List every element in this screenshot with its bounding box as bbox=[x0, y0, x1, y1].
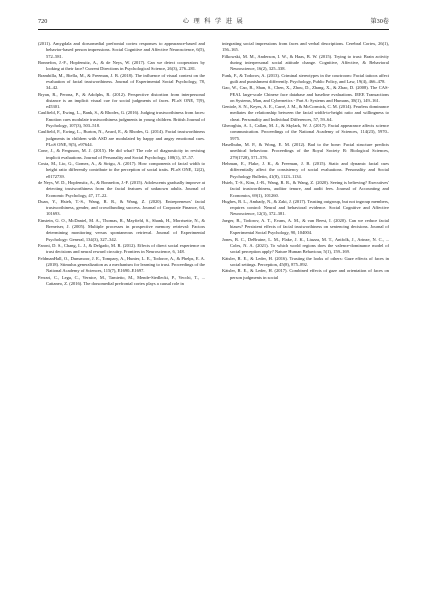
reference-entry: Costa, M., Lio, G., Gomez, A., & Sirigu, A. (2017). How components of facial width to height ratio differently contribute to the perception of social traits. PLoS ONE, 12(2), e0172739. bbox=[38, 160, 205, 179]
references-right-column bbox=[222, 41, 389, 281]
reference-entry: Kätsler, R. E., & Leder, H. (2017). Combined effects of gaze and orientation of faces on person judgments in social bbox=[222, 268, 389, 280]
reference-entry: Brambilla, M., Biella, M., & Freeman, J. B. (2018). The influence of visual context on the evaluation of facial trustworthiness. Journal of Experimental Social Psychology, 78, 34–42. bbox=[38, 72, 205, 91]
reference-entry: Kätsler, R. E., & Leder, H. (2016). Trusting the looks of others: Gaze effects of faces in social settings. Perception, 45(8), 875–892. bbox=[222, 255, 389, 267]
reference-entry: Duan, Y., Hsieh, T.-S., Wang, R. R., & Wang, Z. (2020). Entrepreneurs' facial trustworthiness, gender, and crowdfunding success. Journal of Corporate Finance, 64, 101693. bbox=[38, 198, 205, 217]
reference-entry: Caulfield, F., Ewing, L., Burton, N., Avard, E., & Rhodes, G. (2014). Facial trustworthiness judgments in children with ASD are modulated by happy and angry emotional cues. PLoS ONE, 9(5), e97644. bbox=[38, 129, 205, 147]
volume-label: 第30卷 bbox=[370, 18, 389, 25]
reference-entry: de Neys, W. D., Hopfensitz, A., & Bonnefon, J.-F. (2015). Adolescents gradually improve at detecting trustworthiness from the facial features of unknown adults. Journal of Economic Psychology, 47, 17–22. bbox=[38, 179, 205, 198]
reference-entry: Gheorghiu, A. I., Callan, M. J., & Skylark, W. J. (2017). Facial appearance affects science communication. Proceedings of the National Academy of Sciences, 114(23), 5970–5975. bbox=[222, 123, 389, 141]
reference-entry: Hehman, E., Flake, J. K., & Freeman, J. B. (2015). Static and dynamic facial cues differentially affect the consistency of social evaluations. Personality and Social Psychology Bulletin, 41(8), 1123–1134. bbox=[222, 160, 389, 179]
reference-entry: Einstein, G. O., McDaniel, M. A., Thomas, R., Mayfield, S., Shank, H., Morrisette, N., & Breneiser, J. (2005). Multiple processes in prospective memory retrieval: Factors determining monitoring versus spontaneous retrieval. Journal of Experimental Psychology: General, 134(3), 327–342. bbox=[38, 217, 205, 242]
reference-entry: Gao, W., Cao, B., Shan, S., Chen, X., Zhou, D., Zhang, X., & Zhao, D. (2008). The CAS-PEAL large-scale Chinese face database and baseline evaluations. IEEE Transactions on Systems, Man, and Cybernetics - Part A: Systems and Humans, 38(1), 149–161. bbox=[222, 85, 389, 103]
reference-entry: Caulfield, F., Ewing, L., Bank, S., & Rhodes, G. (2016). Judging trustworthiness from faces: Emotion cues modulate trustworthiness judgments in young children. British Journal of Psychology, 107(3), 503–518. bbox=[38, 110, 205, 129]
page-number: 720 bbox=[38, 18, 48, 25]
reference-entry: Bonnefon, J.-F., Hopfensitz, A., & de Neys, W. (2017). Can we detect cooperators by looking at their face? Current Directions in Psychological Science, 26(3), 276–281. bbox=[38, 59, 205, 72]
reference-entry: FeldmanHall, O., Dunsmoor, J. E., Tompary, A., Hunter, L. E., Todorov, A., & Phelps, E. A. (2018). Stimulus generalization as a mechanism for learning to trust. Proceedings of the National Academy of Sciences, 115(7), E1690–E1697. bbox=[38, 255, 205, 274]
reference-entry: Jones, B. C., DeBruine, L. M., Flake, J. K., Liuzza, M. T., Antfolk, J., Arinze, N. C., ... Coles, N. A. (2021). To which world regions does the valence-dominance model of social perception apply? Nature Human Behaviour, 5(1), 159–169. bbox=[222, 236, 389, 255]
reference-entry: Haselhuhn, M. P., & Wong, E. M. (2012). Bad to the bone: Facial structure predicts unethical behaviour. Proceedings of the Royal Society B: Biological Sciences, 279(1728), 571–576. bbox=[222, 142, 389, 160]
reference-entry: Bryan, R., Perona, P., & Adolphs, R. (2012). Perspective distortion from interpersonal distance is an implicit visual cue for social judgments of faces. PLoS ONE, 7(9), e45301. bbox=[38, 91, 205, 110]
reference-entry: Cone, J., & Ferguson, M. J. (2015). He did what? The role of diagnosticity in revising implicit evaluations. Journal of Personality and Social Psychology, 108(1), 37–57. bbox=[38, 148, 205, 160]
reference-entry: Filkowski, M. M., Anderson, I. W., & Haas, B. W. (2015). Trying to trust: Brain activity during interpersonal social attitude change. Cognitive, Affective, & Behavioral Neuroscience, 16(2), 325–338. bbox=[222, 53, 389, 72]
reference-entry-continued: integrating social impressions from faces and verbal descriptions. Cerebral Cortex, 26(1), 156–165. bbox=[222, 41, 389, 53]
reference-entry: Faroni, D. S., Chang, L. J., & Delgado, M. R. (2012). Effects of direct social experience on trust decisions and neural reward circuitry. Frontiers in Neuroscience, 6, 148. bbox=[38, 243, 205, 255]
running-header bbox=[38, 17, 389, 30]
reference-entry: (2011). Amygdala and dorsomedial prefrontal cortex responses to appearance-based and behavior-based person impressions. Social Cognitive and Affective Neuroscience, 6(5), 572–581. bbox=[38, 41, 205, 59]
references-left-column bbox=[38, 41, 205, 287]
reference-entry: Geniole, S. N., Keyes, A. E., Carré, J. M., & McCormick, C. M. (2014). Fearless dominance mediates the relationship between the facial width-to-height ratio and willingness to cheat. Personality and Individual Differences, 57, 59–64. bbox=[222, 104, 389, 122]
reference-entry: Hsieh, T.-S., Kim, J.-B., Wang, R. R., & Wang, Z. (2020). Seeing is believing? Executives' facial trustworthiness, auditor tenure, and audit fees. Journal of Accounting and Economics, 69(1), 101260. bbox=[222, 179, 389, 198]
reference-entry: Funk, F., & Todorov, A. (2013). Criminal stereotypes in the courtroom: Facial tattoos affect guilt and punishment differently. Psychology, Public Policy, and Law, 19(4), 466–478. bbox=[222, 72, 389, 84]
reference-entry: Hughes, B. L., Ambady, N., & Zaki, J. (2017). Trusting outgroup, but not ingroup members, requires control: Neural and behavioral evidence. Social Cognitive and Affective Neuroscience, 12(3), 372–381. bbox=[222, 198, 389, 217]
journal-title: 心 理 科 学 进 展 bbox=[182, 18, 245, 25]
reference-entry: Jaeger, B., Todorov, A. T., Evans, A. M., & van Beest, I. (2020). Can we reduce facial biases? Persistent effects of facial trustworthiness on sentencing decisions. Journal of Experimental Social Psychology, 90, 104004. bbox=[222, 217, 389, 236]
reference-entry: Ferrari, C., Lega, C., Vernice, M., Tamietto, M., Mende-Siedlecki, P., Vecchi, T., ... Cattaneo, Z. (2016). The dorsomedial prefrontal cortex plays a causal role in bbox=[38, 274, 205, 286]
